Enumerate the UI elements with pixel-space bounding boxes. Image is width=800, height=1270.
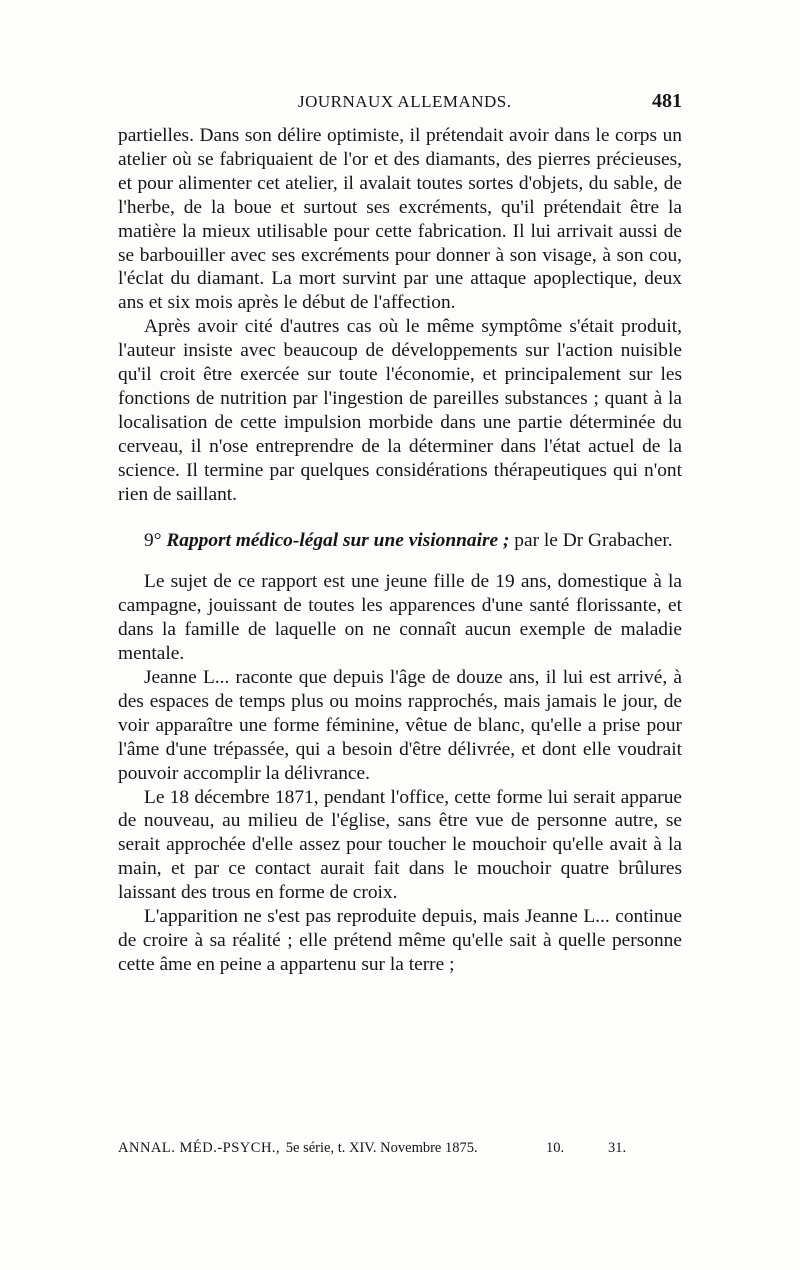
section-author: par le Dr Grabacher. bbox=[514, 529, 673, 551]
running-title: JOURNAUX ALLEMANDS. bbox=[298, 92, 512, 111]
page-header bbox=[118, 92, 682, 118]
paragraph-jeanne-account: Jeanne L... raconte que depuis l'âge de douze ans, il lui est arrivé, à des espaces de temps plus ou moins rapprochés, mais jamais le jour, de voir apparaître une forme féminine, vêtue de blanc, qu'elle a prise pour l'âme d'une trépassée, qui a besoin d'être délivrée, et dont elle voudrait pouvoir accomplir la délivrance. bbox=[118, 667, 682, 784]
footer-volume: 5e série, t. XIV. Novembre 1875. bbox=[285, 1140, 478, 1156]
section-number: 9° bbox=[144, 529, 162, 551]
paragraph-continuation: partielles. Dans son délire optimiste, il prétendait avoir dans le corps un atelier où se fabriquaient de l'or et des diamants, des pierres précieuses, et pour alimenter cet atelier, il avalait toutes sortes d'objets, du sable, de l'herbe, de la boue et surtout ses excréments, qu'il prétendait être la matière la mieux utilisable pour cette fabrication. Il lui arrivait aussi de se barbouiller avec ses excréments pour donner à son visage, à son cou, l'éclat du diamant. La mort survint par une attaque apoplectique, deux ans et six mois après le début de l'affection. bbox=[118, 125, 682, 314]
page-number: 481 bbox=[652, 90, 682, 112]
paragraph-author-summary: Après avoir cité d'autres cas où le même symptôme s'était produit, l'auteur insiste avec beaucoup de développements sur l'action nuisible qu'il croit être exercée sur toute l'économie, et principalement sur les fonctions de nutrition par l'ingestion de pareilles substances ; quant à la localisation de cette impulsion morbide dans une partie déterminée du cerveau, il n'ose entreprendre de la déterminer dans l'état actuel de la science. Il termine par quelques considérations thérapeutiques qui n'ont rien de saillant. bbox=[118, 316, 682, 505]
section-heading bbox=[118, 529, 682, 553]
section-title: Rapport médico-légal sur une visionnaire ; bbox=[166, 529, 510, 551]
footer-issue: 10. bbox=[546, 1140, 565, 1156]
body-text bbox=[118, 124, 682, 977]
paragraph-apparition-date: Le 18 décembre 1871, pendant l'office, cette forme lui serait apparue de nouveau, au milieu de l'église, sans être vue de personne autre, se serait approchée d'elle assez pour toucher le mouchoir qu'elle avait à la main, et par ce contact aurait fait dans le mouchoir quatre brûlures laissant des trous en forme de croix. bbox=[118, 786, 682, 904]
paragraph-apparition-after: L'apparition ne s'est pas reproduite depuis, mais Jeanne L... continue de croire à sa réalité ; elle prétend même qu'elle sait à quelle personne cette âme en peine a appartenu sur la terre ; bbox=[118, 906, 682, 975]
footer-sheet: 31. bbox=[608, 1140, 627, 1156]
page-footer bbox=[118, 1140, 682, 1157]
footer-journal: ANNAL. MÉD.-PSYCH., bbox=[118, 1140, 281, 1156]
paragraph-subject: Le sujet de ce rapport est une jeune fille de 19 ans, domestique à la campagne, jouissant de toutes les apparences d'une santé florissante, et dans la famille de laquelle on ne connaît aucun exemple de maladie mentale. bbox=[118, 571, 682, 665]
